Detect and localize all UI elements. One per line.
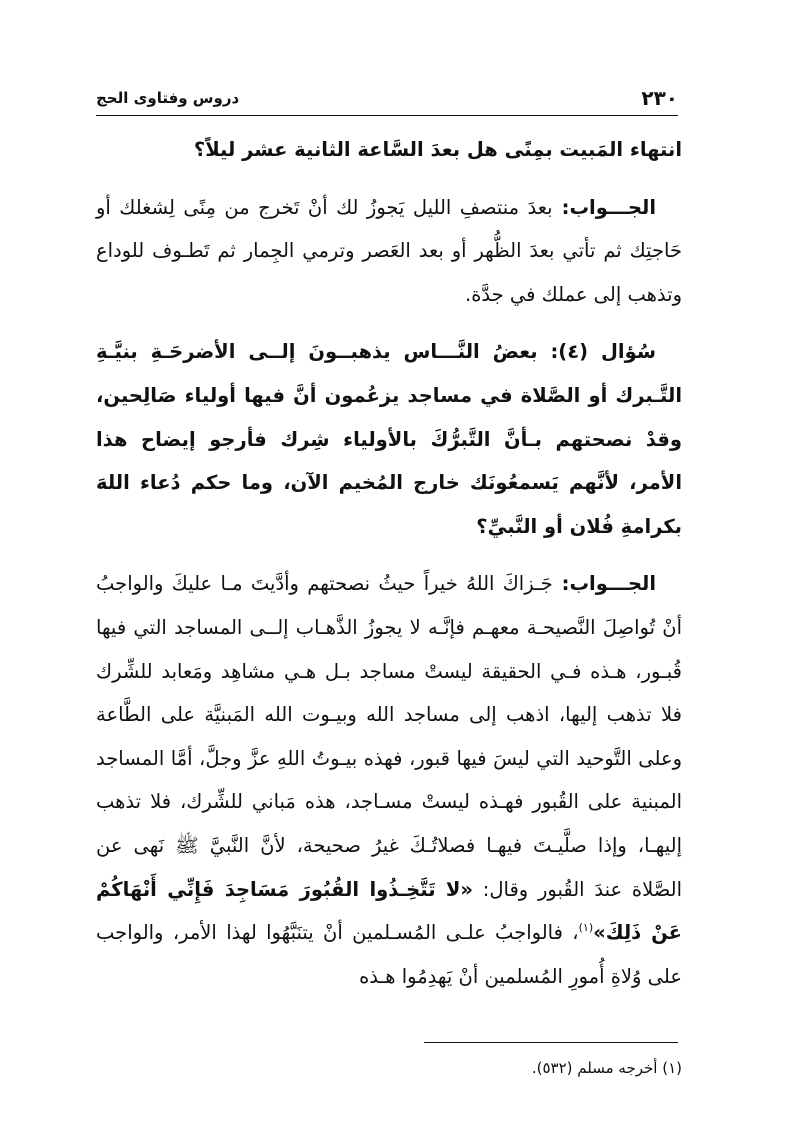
running-title: دروس وفتاوى الحج [96, 89, 240, 107]
page-header [96, 84, 678, 114]
answer-3-label: الجـــواب: [552, 195, 657, 219]
answer-4-text-part2: ، فالواجبُ علـى المُسـلمين أنْ يتنَبَّهُوا لهذا الأمر، والواجب على وُلاةِ أُمورِ المُسلمين أنْ يَهدِمُوا هـذه [96, 921, 682, 988]
question-3-tail: انتهاء المَبيت بمِنًى هل بعدَ السَّاعة الثانية عشر ليلاً؟ [193, 138, 682, 161]
answer-4-paragraph [96, 562, 682, 998]
page-number: ٢٣٠ [641, 86, 678, 110]
answer-3-text: بعدَ منتصفِ الليل يَجوزُ لك أنْ تَخرج من مِنًى لِشغلك أو حَاجتِك ثم تأتي بعدَ الظُّهر أو بعد العَصر وترمي الجِمار ثم تَطـوف للوداع وتذهب إلى عملك في جدَّة. [96, 195, 682, 306]
footnote: (١) أخرجه مسلم (٥٣٢). [531, 1059, 682, 1077]
answer-4-text-part1: جَـزاكَ اللهُ خيراً حيثُ نصحتهم وأدَّيتَ مـا عليكَ والواجبُ أنْ تُواصِلَ النَّصيحـة معهـم فإنَّـه لا يجوزُ الذَّهـاب إلــى المساجد التي فيها قُبـور، هـذه فـي الحقيقة ليستْ مساجد بـل هـي مشاهِد ومَعابد للشِّرك فلا تذهب إليها، اذهب إلى مساجد الله وبيـوت الله المَبنيَّة على الطَّاعة وعلى التَّوحيد التي ليسَ فيها قبور، فهذه بيـوتُ اللهِ عزَّ وجلَّ، أمَّا المساجد المبنية على القُبور فهـذه ليستْ مسـاجد، هذه مَباني للشِّرك، فلا تذهب إليهـا، وإذا صلَّيـتَ فيهـا فصلاتُـكَ غيرُ صحيحة، لأنَّ النَّبيَّ ﷺ نَهى عن الصَّلاة عندَ القُبور وقال: [96, 572, 682, 901]
header-divider [96, 115, 678, 116]
footnote-marker: (١) [578, 921, 594, 935]
answer-4-label: الجـــواب: [552, 572, 656, 596]
question-4-paragraph: سُؤال (٤): بعضُ النَّـــاس يذهبــونَ إلــى الأضرحَـةِ بنيَّـةِ التَّـبرك أو الصَّلاة في مساجد يزعُمون أنَّ فيها أولياء صَالِحين، وقدْ نصحتهم بـأنَّ التَّبرُّكَ بالأولياء شِرك فأرجو إيضاح هذا الأمر، لأنَّهم يَسمعُونَك خارج المُخيم الآن، وما حكم دُعاء اللهَ بكرامةِ فُلان أو النَّبيِّ؟ [96, 340, 682, 538]
hadith-quote: «لا تَتَّخِـذُوا القُبُورَ مَسَاجِدَ فَإِنِّي أَنْهَاكُمْ عَنْ ذَلِكَ» [96, 877, 682, 945]
answer-3-paragraph [96, 186, 682, 317]
main-text [96, 128, 682, 1012]
footnote-divider [424, 1042, 678, 1043]
